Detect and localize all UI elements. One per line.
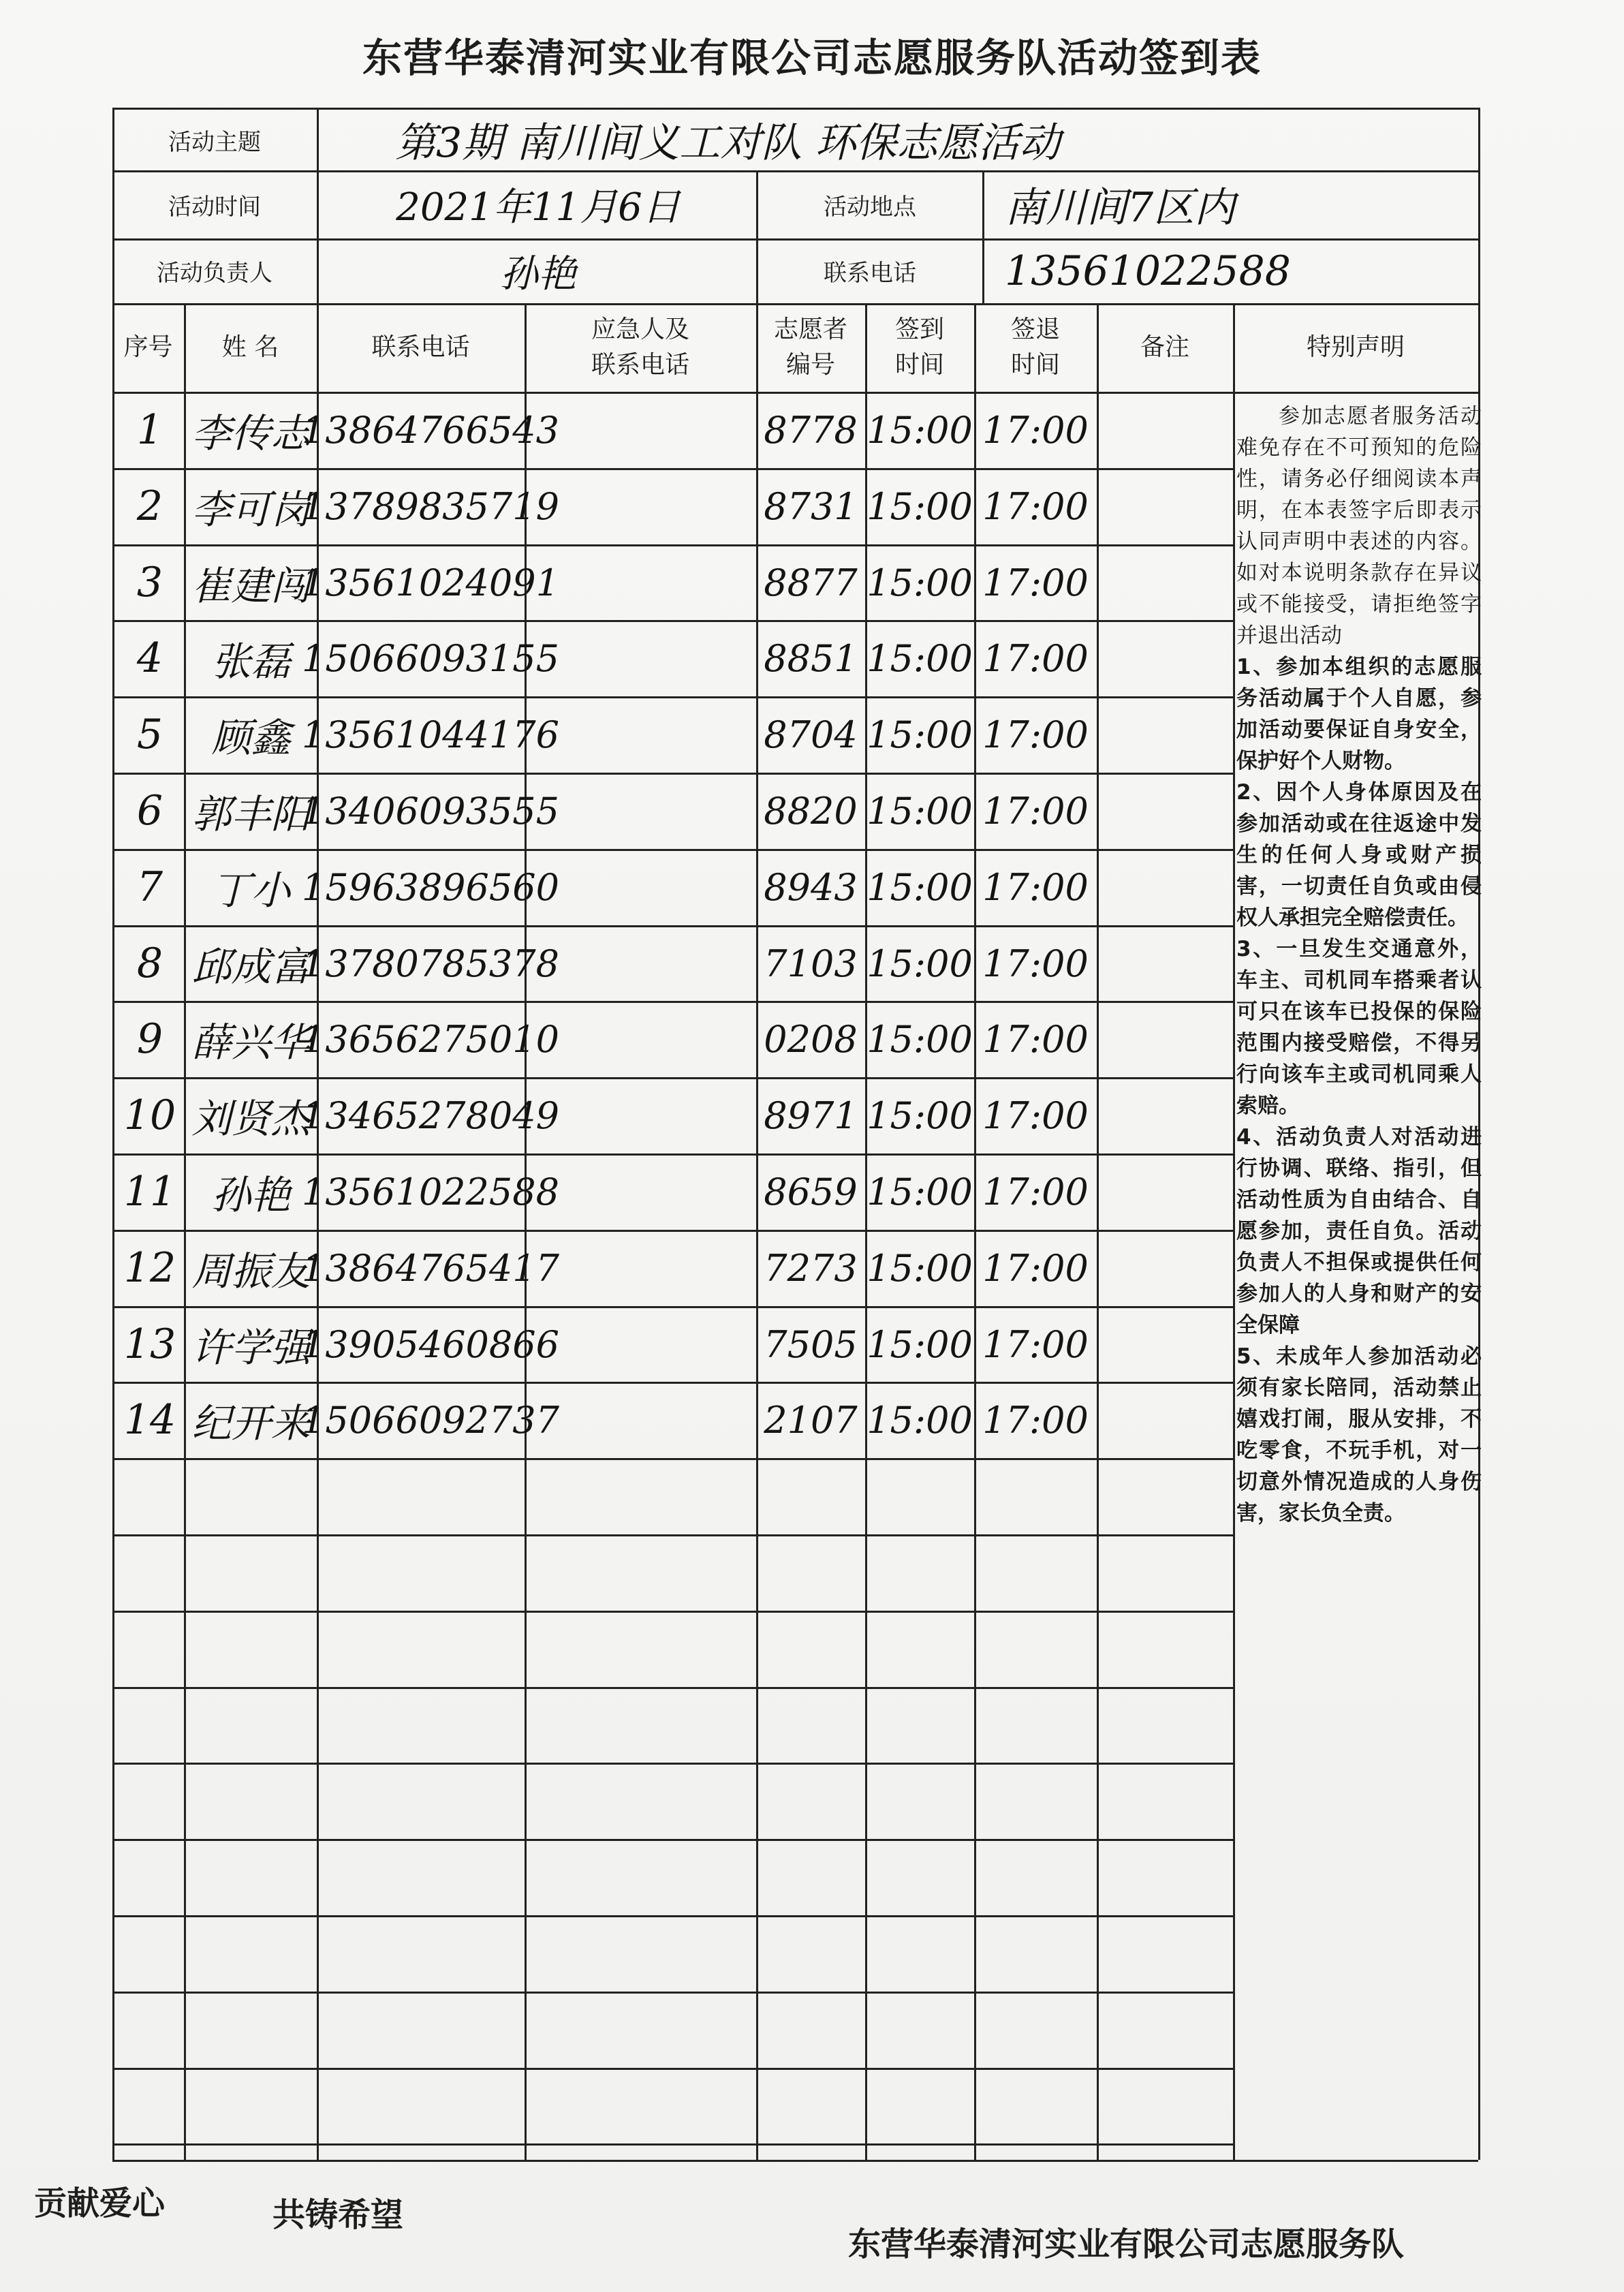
contact-phone-value: 13561022588 [1005,247,1291,295]
row-id: 8971 [764,1094,858,1137]
row-seq: 5 [136,711,163,758]
row-name: 邱成富 [191,944,311,990]
row-phone: 13561044176 [302,713,559,756]
col-vol-id [756,303,865,392]
row-id: 7273 [764,1246,858,1290]
row-out: 17:00 [982,1170,1089,1213]
row-name: 纪开来 [191,1400,311,1446]
contact-phone-label: 联系电话 [824,260,916,287]
grid-hline [112,1611,1233,1613]
row-phone: 13406093555 [302,789,559,833]
grid-hline [112,1992,1233,1994]
row-seq: 8 [136,940,163,987]
footer-org: 东营华泰清河实业有限公司志愿服务队 [848,2225,1405,2263]
row-name: 顾鑫 [211,715,291,761]
row-out: 17:00 [982,636,1089,680]
grid-vline [1233,303,1235,2160]
row-name: 刘贤杰 [191,1096,311,1142]
row-out: 17:00 [982,942,1089,985]
row-name: 李可岗 [191,486,311,533]
row-id: 7103 [764,942,858,985]
row-seq: 11 [123,1168,176,1215]
row-id: 8820 [764,789,858,833]
row-out: 17:00 [982,1094,1089,1137]
row-id: 0208 [764,1017,858,1061]
row-phone: 13465278049 [302,1094,559,1137]
row-id: 8704 [764,713,858,756]
row-name: 薛兴华 [191,1019,311,1066]
row-id: 8659 [764,1170,858,1213]
row-phone: 13780785378 [302,942,559,985]
row-id: 8943 [764,865,858,909]
row-seq: 1 [136,406,163,454]
row-name: 崔建闯 [191,563,311,609]
footer-slogan-2: 共铸希望 [272,2196,404,2234]
row-seq: 14 [123,1396,176,1444]
row-in: 15:00 [866,1246,973,1290]
theme-label: 活动主题 [168,128,261,156]
row-phone: 13789835719 [302,484,559,528]
row-seq: 7 [136,863,163,911]
grid-hline [112,1687,1233,1689]
row-phone: 15963896560 [302,865,559,909]
col-emergency-line2: 联系电话 [591,351,689,379]
row-out: 17:00 [982,408,1089,452]
theme-value: 第3期 南川间义工对队 环保志愿活动 [395,119,1061,167]
col-name: 姓 名 [221,333,279,361]
row-out: 17:00 [982,561,1089,604]
row-seq: 3 [136,559,163,606]
row-in: 15:00 [866,865,973,909]
leader-value: 孙艳 [500,251,576,296]
row-id: 7505 [764,1322,858,1366]
grid-vline [317,108,319,303]
row-id: 8731 [764,484,858,528]
col-sign-out-line1: 签退 [1010,315,1060,343]
grid-hline [112,2143,1233,2146]
place-label: 活动地点 [824,193,916,221]
leader-label: 活动负责人 [157,260,272,287]
row-seq: 12 [123,1244,176,1292]
row-out: 17:00 [982,1322,1089,1366]
row-phone: 13561024091 [302,561,559,604]
footer-slogan-1: 贡献爱心 [34,2184,166,2223]
row-name: 李传志 [191,410,311,456]
row-in: 15:00 [866,1170,973,1213]
row-in: 15:00 [866,408,973,452]
declaration-item-2: 2、因个人身体原因及在参加活动或在往返途中发生的任何人身或财产损害，一切责任自负或由侵权人承担完全赔偿责任。 [1236,780,1482,930]
declaration-item-5: 5、未成年人参加活动必须有家长陪同，活动禁止嬉戏打闹，服从安排，不吃零食，不玩手机，对一切意外情况造成的人身伤害，家长负全责。 [1236,1344,1482,1526]
place-value: 南川间7区内 [1005,184,1236,232]
grid-hline [112,1839,1233,1841]
row-seq: 9 [136,1015,163,1063]
col-sign-in [865,303,974,392]
row-in: 15:00 [866,713,973,756]
row-out: 17:00 [982,789,1089,833]
row-name: 孙艳 [211,1172,291,1218]
row-name: 周振友 [191,1248,311,1295]
col-sign-out [974,303,1097,392]
grid-hline [112,1763,1233,1765]
row-out: 17:00 [982,1246,1089,1290]
grid-hline [112,1915,1233,1917]
grid-hline [112,1534,1233,1536]
row-in: 15:00 [866,789,973,833]
col-seq: 序号 [123,333,173,361]
row-phone: 13905460866 [302,1322,559,1366]
special-declaration [1236,401,1482,1529]
row-name: 丁小 [211,867,291,914]
row-out: 17:00 [982,1017,1089,1061]
row-out: 17:00 [982,484,1089,528]
row-in: 15:00 [866,942,973,985]
row-id: 2107 [764,1398,858,1442]
row-phone: 13864765417 [302,1246,559,1290]
col-vol-id-line2: 编号 [785,351,835,379]
row-seq: 10 [123,1091,176,1139]
row-seq: 2 [136,482,163,530]
row-phone: 15066092737 [302,1398,559,1442]
row-out: 17:00 [982,713,1089,756]
declaration-item-4: 4、活动负责人对活动进行协调、联络、指引，但活动性质为自由结合、自愿参加，责任自负。活动负责人不担保或提供任何参加人的人身和财产的安全保障 [1236,1125,1482,1337]
col-declaration: 特别声明 [1306,333,1405,361]
time-label: 活动时间 [168,193,261,221]
grid-hline [112,2068,1233,2070]
row-name: 许学强 [191,1325,311,1371]
grid-vline [112,108,114,2160]
row-in: 15:00 [866,561,973,604]
grid-hline [112,2160,1478,2162]
col-sign-in-line1: 签到 [894,315,944,343]
row-id: 8851 [764,636,858,680]
time-value: 2021年11月6日 [396,185,681,230]
col-phone: 联系电话 [371,333,470,361]
declaration-intro: 参加志愿者服务活动难免存在不可预知的危险性，请务必仔细阅读本声明，在本表签字后即表示认同声明中表述的内容。如对本说明条款存在异议或不能接受，请拒绝签字并退出活动 [1236,404,1482,648]
row-in: 15:00 [866,636,973,680]
row-phone: 15066093155 [302,636,559,680]
row-in: 15:00 [866,1322,973,1366]
col-note: 备注 [1140,333,1189,361]
row-in: 15:00 [866,484,973,528]
row-name: 郭丰阳 [191,791,311,837]
row-phone: 13656275010 [302,1017,559,1061]
page-title: 东营华泰清河实业有限公司志愿服务队活动签到表 [362,35,1262,81]
row-in: 15:00 [866,1398,973,1442]
row-in: 15:00 [866,1017,973,1061]
col-emergency [525,303,756,392]
row-out: 17:00 [982,1398,1089,1442]
declaration-item-3: 3、一旦发生交通意外，车主、司机同车搭乘者认可只在该车已投保的保险范围内接受赔偿，不得另行向该车主或司机同乘人索赔。 [1236,937,1482,1118]
row-seq: 6 [136,787,163,835]
row-out: 17:00 [982,865,1089,909]
row-phone: 13561022588 [302,1170,559,1213]
row-name: 张磊 [211,638,291,685]
row-in: 15:00 [866,1094,973,1137]
col-sign-in-line2: 时间 [894,351,944,379]
declaration-item-1: 1、参加本组织的志愿服务活动属于个人自愿，参加活动要保证自身安全，保护好个人财物。 [1236,655,1482,773]
col-sign-out-line2: 时间 [1010,351,1060,379]
row-id: 8778 [764,408,858,452]
col-emergency-line1: 应急人及 [591,315,689,343]
row-id: 8877 [764,561,858,604]
col-vol-id-line1: 志愿者 [773,315,847,343]
grid-hline [112,1458,1233,1460]
row-phone: 13864766543 [302,408,559,452]
row-seq: 13 [123,1320,176,1368]
row-seq: 4 [136,634,163,682]
